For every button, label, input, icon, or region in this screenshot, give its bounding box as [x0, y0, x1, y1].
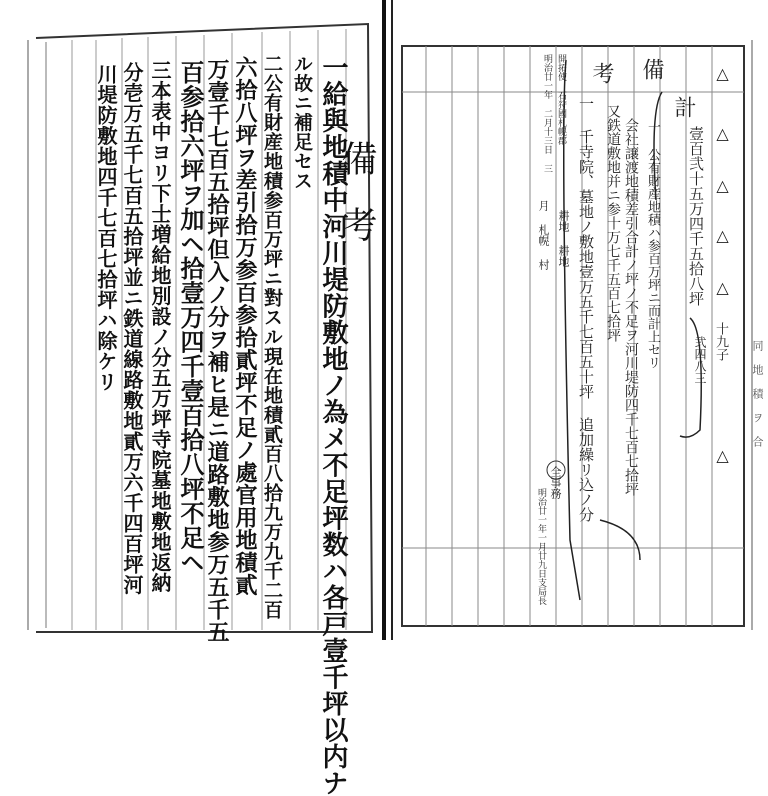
ledger-mark-8: △ — [713, 446, 732, 465]
handwritten-note-1: 一 公有財産地積ハ参百万坪ニ而計上セリ — [645, 120, 660, 369]
ledger-mark-4: △ — [713, 226, 732, 245]
note-column-6: 百参拾六坪ヲ加ヘ拾壹万四千壹百拾八坪不足ヘ — [176, 60, 205, 575]
ledger-col-2: 開拓使 石狩國札幌郡 — [556, 54, 566, 145]
ledger-col-1: 明治廿一年 二月十三日 三 — [542, 54, 552, 173]
note-column-7: 三本表中ヨリ下士増給地別設ノ分五万坪寺院墓地敷地返納 — [148, 60, 172, 593]
note-column-5: 万壹千七百五拾坪但入ノ分ヲ補ヒ是ニ道路敷地参万五千五 — [204, 58, 230, 643]
note-column-4: 六拾八坪ヲ差引拾万参百参拾貳坪不足ノ處官用地積貳 — [232, 56, 258, 596]
edge-text: 同 地 積 ヲ 合 — [751, 340, 764, 447]
ledger-mark-7: 弐四八三 — [693, 336, 707, 384]
bikou-heading: 備考 — [336, 140, 377, 272]
bottom-note: 明治廿一年一月廿九日支局長 — [536, 488, 546, 605]
note-column-1: 一給與地積中河川堤防敷地ノ為メ不足坪数ハ各戸壹千坪以内ナ — [318, 54, 348, 796]
stamp: 全事務 — [549, 466, 562, 499]
handwritten-note-3: 又鉄道敷地并ニ参十万七千五百七拾坪 — [605, 104, 621, 342]
note-column-3: 二公有財産地積参百万坪ニ對スル現在地積貳百八拾九万九千二百 — [261, 54, 283, 620]
ledger-mark-1: △ — [713, 64, 732, 83]
total-label: 計 — [671, 96, 696, 118]
ledger-mark-3: △ — [713, 176, 732, 195]
ledger-mark-6: 十九子 — [713, 322, 728, 361]
bikou-label: 備 — [639, 58, 664, 80]
note-column-9: 川堤防敷地四千七百七拾坪ハ除ケリ — [94, 64, 118, 392]
handwritten-note-2: 会社譲渡地積差引合計ノ坪ノ不足ヲ河川堤防四千七百七拾坪 — [623, 118, 639, 496]
handwritten-note-4: 一 千寺院、墓地ノ敷地壹万五千七百五十坪 追加繰リ込ノ分 — [577, 96, 595, 522]
ledger-col-4: 耕地 耕地 — [557, 210, 570, 267]
ledger-mark-5: △ — [713, 278, 732, 297]
ledger-mark-2: △ — [713, 124, 732, 143]
note-column-2: ル故ニ補足セス — [291, 54, 313, 191]
total-value: 壹百弐十五万四千五拾八坪 — [687, 126, 705, 306]
kou-label: 考 — [589, 62, 614, 84]
ledger-col-3: 月 札幌 村 — [537, 200, 550, 270]
note-column-8: 分壱万五千七百五拾坪並ニ鉄道線路敷地貳万六千四百坪河 — [120, 62, 144, 595]
